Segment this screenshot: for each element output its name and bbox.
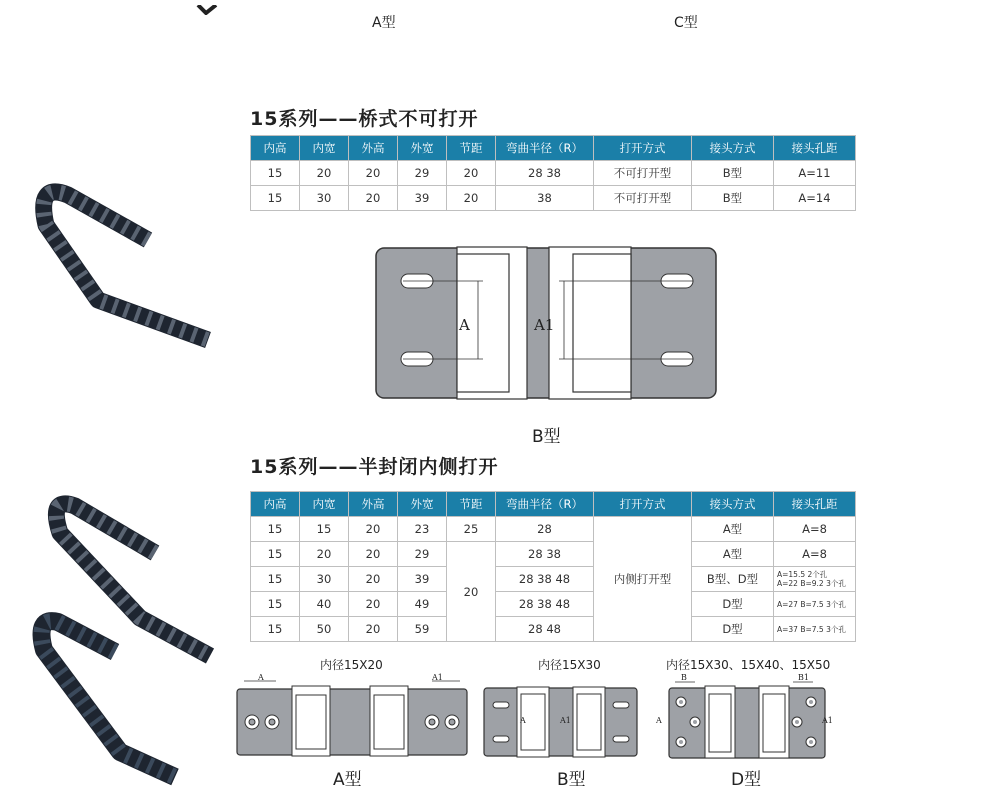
section2-a-type-diagram [236, 671, 468, 761]
dim-label-d-b: B [681, 673, 687, 682]
table-row [251, 542, 856, 567]
table-cell-open-mode: 内侧打开型 [594, 517, 692, 642]
section2-title: 15系列——半封闭内侧打开 [250, 456, 499, 478]
table-cell: 20 [300, 161, 349, 186]
caption-a-type-bottom: A型 [333, 770, 362, 790]
top-chain-fragment [196, 0, 218, 19]
col-header: 内宽 [300, 492, 349, 517]
col-header: 内高 [251, 492, 300, 517]
table-cell: 30 [300, 567, 349, 592]
caption-a-type-top: A型 [372, 15, 396, 31]
table-cell: 28 48 [496, 617, 594, 642]
table-cell: 不可打开型 [594, 161, 692, 186]
dim-label-a1: A1 [534, 316, 555, 334]
table-cell: A=27 B=7.5 3个孔 [774, 592, 856, 617]
col-header: 节距 [447, 136, 496, 161]
col-header: 内宽 [300, 136, 349, 161]
col-header: 接头方式 [692, 136, 774, 161]
table-cell: 38 [496, 186, 594, 211]
table-cell: 20 [349, 592, 398, 617]
diagram-b-title: 内径15X30 [538, 658, 601, 672]
table-cell-hole-multi [774, 567, 856, 592]
hole-line-2: A=22 B=9.2 3个孔 [777, 579, 846, 588]
col-header: 外高 [349, 492, 398, 517]
table-cell: 20 [349, 542, 398, 567]
table-cell: 20 [349, 617, 398, 642]
table-header-row [251, 492, 856, 517]
table-cell: A型 [692, 517, 774, 542]
table-cell: 20 [349, 161, 398, 186]
dim-label-b-a1: A1 [560, 716, 571, 725]
caption-c-type-top: C型 [674, 15, 698, 31]
table-cell: 20 [349, 186, 398, 211]
table-cell: 28 [496, 517, 594, 542]
table-cell: B型 [692, 186, 774, 211]
hole-line-1: A=15.5 2个孔 [777, 570, 828, 579]
table-row [251, 567, 856, 592]
table-cell: A=8 [774, 542, 856, 567]
table-cell-pitch-merged: 20 [447, 542, 496, 642]
col-header: 接头方式 [692, 492, 774, 517]
table-cell: 25 [447, 517, 496, 542]
table-row [251, 161, 856, 186]
table-cell: 15 [251, 617, 300, 642]
caption-b-type: B型 [532, 427, 561, 447]
table-cell: 29 [398, 542, 447, 567]
dim-label-a: A [459, 316, 470, 334]
table-cell: D型 [692, 617, 774, 642]
dim-label-b-a: A [520, 716, 526, 725]
table-cell: 20 [349, 567, 398, 592]
table-cell: 50 [300, 617, 349, 642]
table-cell: 20 [349, 517, 398, 542]
diagram-d-title: 内径15X30、15X40、15X50 [666, 658, 831, 672]
table-cell: B型、D型 [692, 567, 774, 592]
table-cell: 15 [251, 186, 300, 211]
dim-label-a-small: A [258, 673, 264, 682]
section1-title: 15系列——桥式不可打开 [250, 108, 479, 130]
cable-chain-photo-bridge [28, 180, 228, 360]
table-cell: 20 [447, 161, 496, 186]
table-cell: 40 [300, 592, 349, 617]
dim-label-a1-small: A1 [432, 673, 443, 682]
table-cell: A型 [692, 542, 774, 567]
section2-spec-table [250, 491, 856, 642]
table-cell: B型 [692, 161, 774, 186]
caption-b-type-bottom: B型 [557, 770, 586, 790]
col-header: 外宽 [398, 136, 447, 161]
col-header: 打开方式 [594, 492, 692, 517]
caption-d-type-bottom: D型 [731, 770, 762, 790]
table-cell: 15 [251, 567, 300, 592]
table-row [251, 592, 856, 617]
table-cell: 不可打开型 [594, 186, 692, 211]
table-cell: 28 38 48 [496, 567, 594, 592]
col-header: 打开方式 [594, 136, 692, 161]
table-cell: 15 [300, 517, 349, 542]
table-cell: 49 [398, 592, 447, 617]
table-header-row [251, 136, 856, 161]
table-cell: 15 [251, 517, 300, 542]
table-cell: 30 [300, 186, 349, 211]
table-cell: 28 38 [496, 542, 594, 567]
table-row [251, 186, 856, 211]
table-cell: 23 [398, 517, 447, 542]
table-cell: D型 [692, 592, 774, 617]
cable-chain-photo-semi-closed-2 [30, 612, 190, 787]
table-cell: 15 [251, 592, 300, 617]
table-cell: A=37 B=7.5 3个孔 [774, 617, 856, 642]
col-header: 外高 [349, 136, 398, 161]
col-header: 内高 [251, 136, 300, 161]
table-cell: 39 [398, 567, 447, 592]
table-row [251, 517, 856, 542]
dim-label-d-a: A [656, 716, 662, 725]
diagram-a-title: 内径15X20 [320, 658, 383, 672]
table-cell: 59 [398, 617, 447, 642]
col-header: 节距 [447, 492, 496, 517]
col-header: 接头孔距 [774, 492, 856, 517]
table-cell: A=14 [774, 186, 856, 211]
dim-label-d-b1: B1 [798, 673, 809, 682]
table-row [251, 617, 856, 642]
col-header: 弯曲半径（R） [496, 492, 594, 517]
col-header: 弯曲半径（R） [496, 136, 594, 161]
table-cell: A=8 [774, 517, 856, 542]
table-cell: 20 [300, 542, 349, 567]
section2-d-type-diagram [665, 672, 829, 764]
dim-label-d-a1: A1 [822, 716, 833, 725]
col-header: 外宽 [398, 492, 447, 517]
table-cell: 28 38 48 [496, 592, 594, 617]
table-cell: 28 38 [496, 161, 594, 186]
table-cell: 39 [398, 186, 447, 211]
col-header: 接头孔距 [774, 136, 856, 161]
table-cell: 29 [398, 161, 447, 186]
table-cell: 15 [251, 161, 300, 186]
section1-spec-table [250, 135, 856, 211]
table-cell: A=11 [774, 161, 856, 186]
table-cell: 15 [251, 542, 300, 567]
table-cell: 20 [447, 186, 496, 211]
